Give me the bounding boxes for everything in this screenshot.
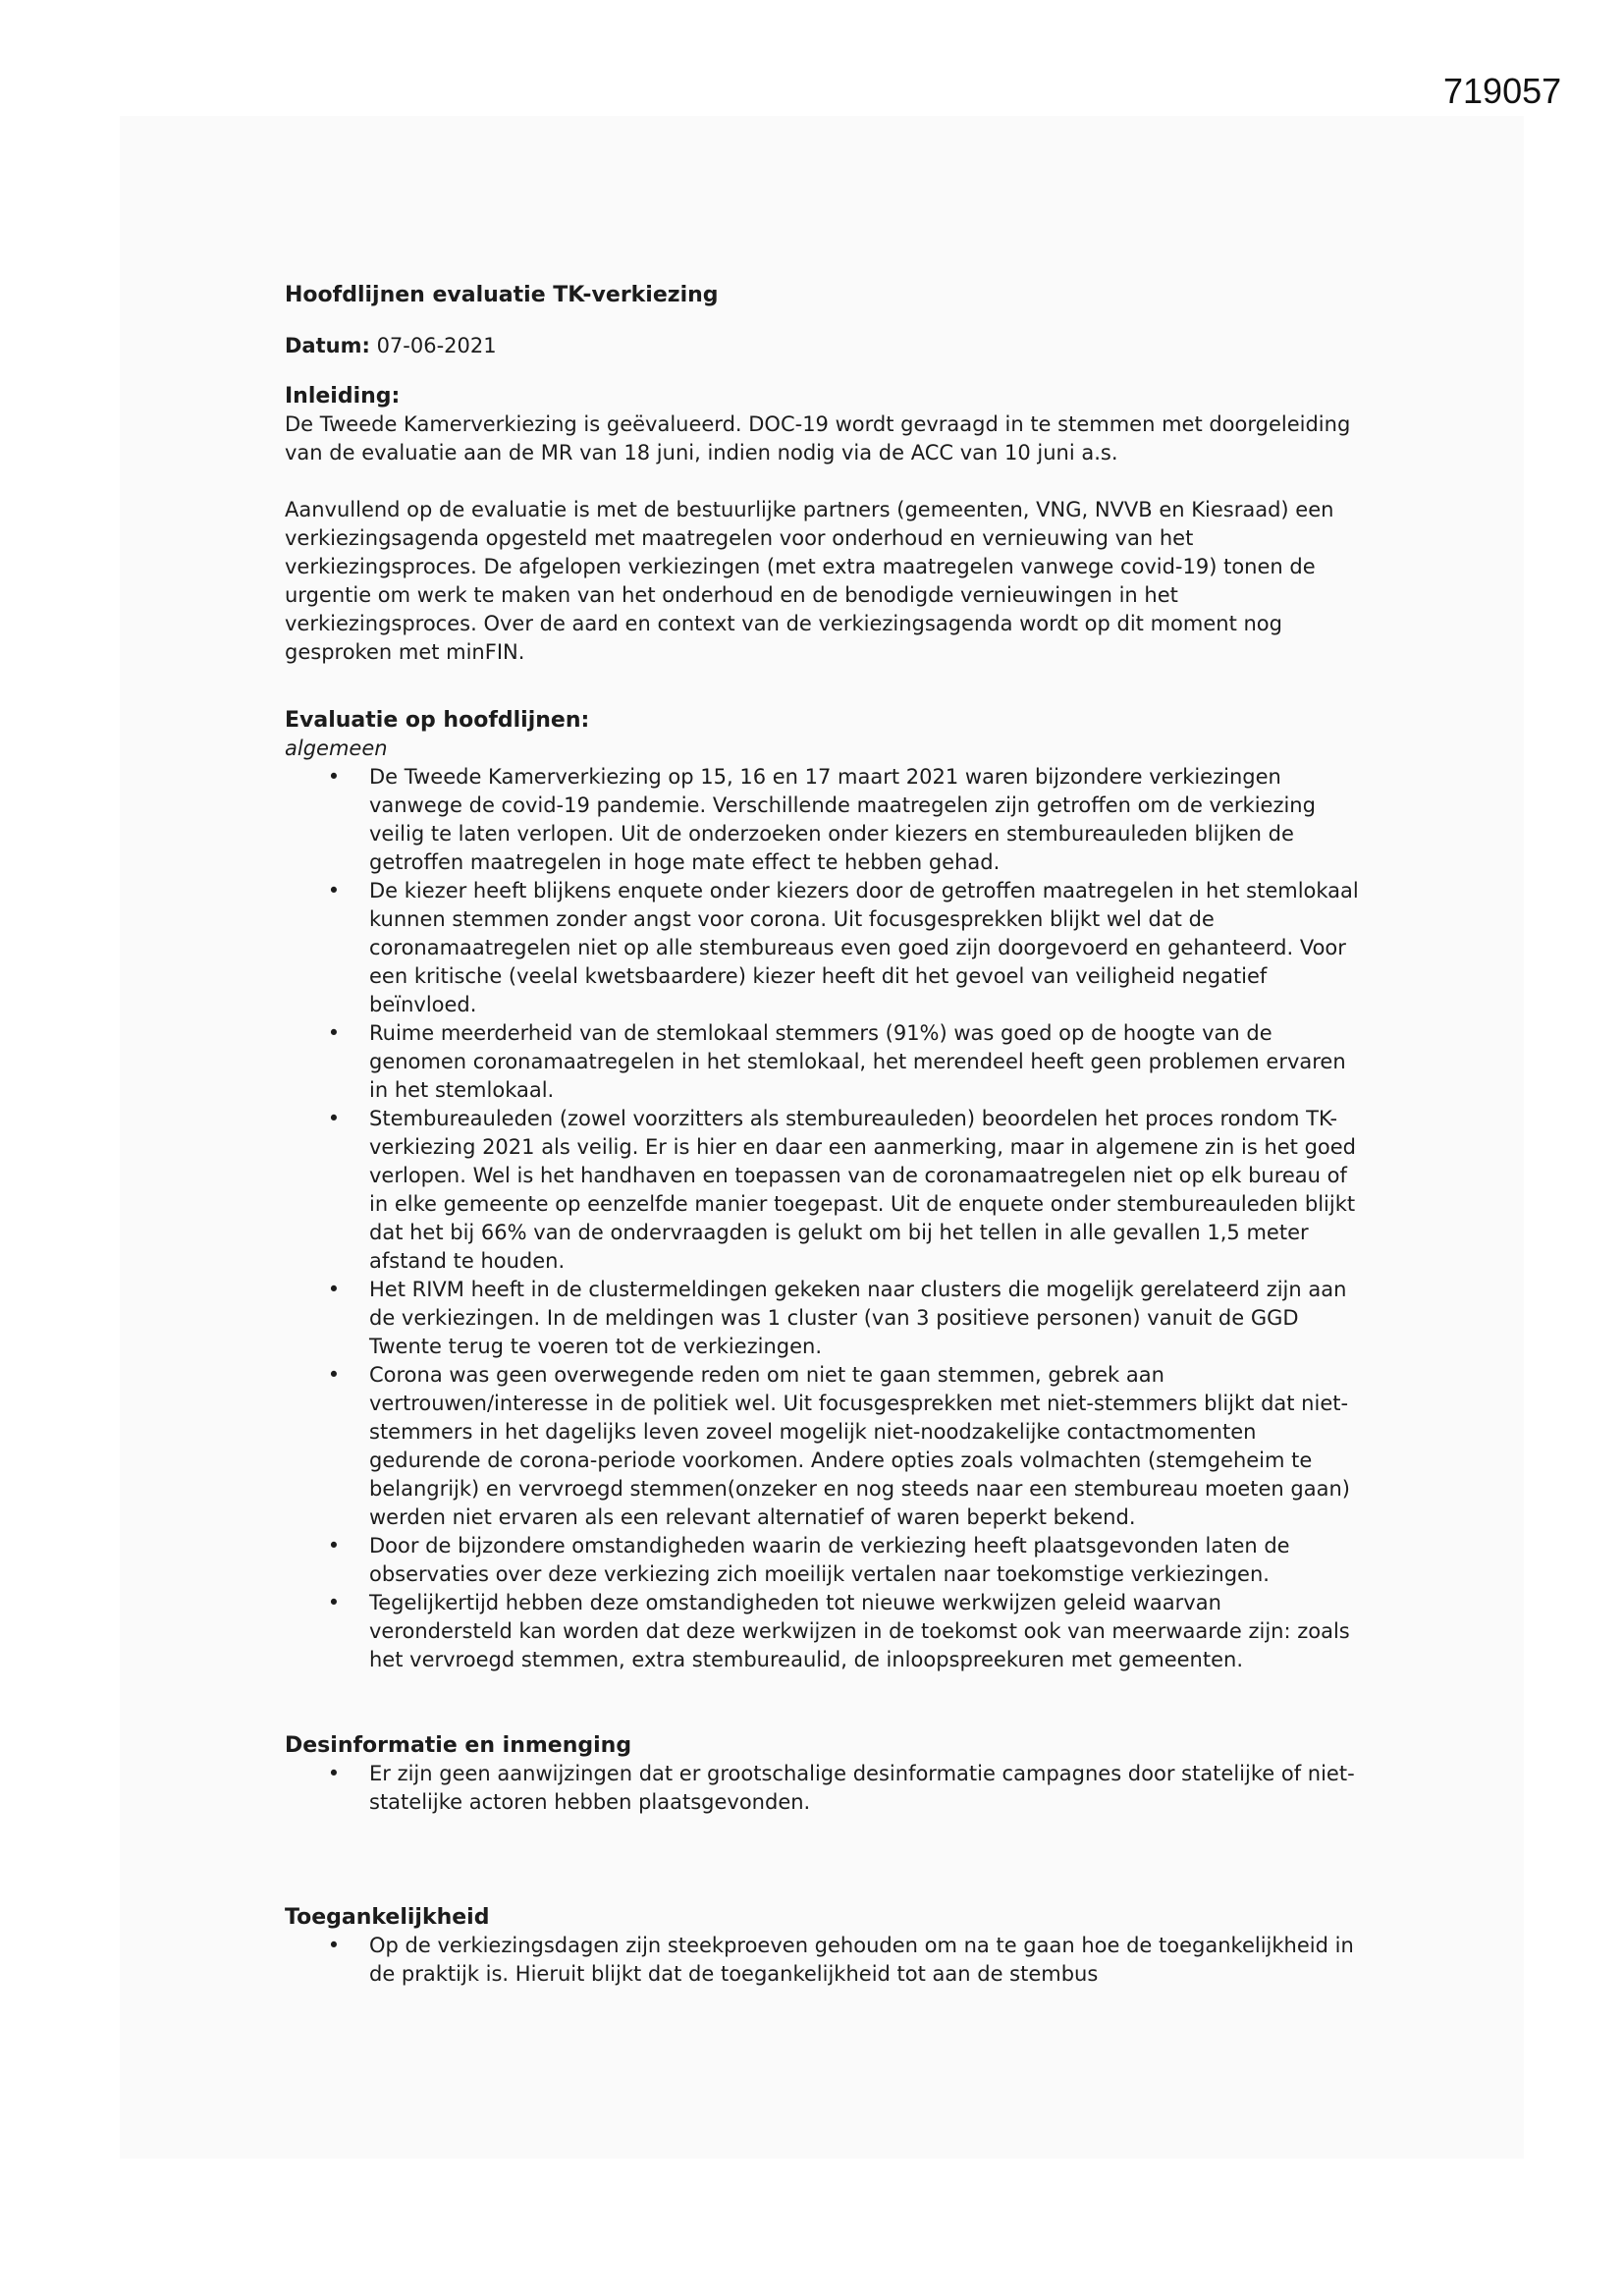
bullet-icon: •: [327, 1021, 341, 1045]
document-body: [285, 281, 1365, 1989]
bullet-icon: •: [327, 765, 341, 789]
bullet-icon: •: [327, 1591, 341, 1614]
accessibility-section: [285, 1903, 1365, 1989]
list-item: [327, 877, 1365, 1019]
bullet-icon: •: [327, 1934, 341, 1957]
list-item-text: De Tweede Kamerverkiezing op 15, 16 en 17 maart 2021 waren bijzondere verkiezingen vanwege de covid-19 pandemie. Verschillende maatregelen zijn getroffen om de verkiezing veilig te laten verlopen. Uit de onderzoeken onder kiezers en stembureauleden blijken de getroffen maatregelen in hoge mate effect te hebben gehad.: [369, 765, 1316, 874]
intro-paragraph-2: Aanvullend op de evaluatie is met de bestuurlijke partners (gemeenten, VNG, NVVB en Kiesraad) een verkiezingsagenda opgesteld met maatregelen voor onderhoud en vernieuwing van het verkiezingsproces. De afgelopen verkiezingen (met extra maatregelen vanwege covid-19) tonen de urgentie om werk te maken van het onderhoud en de benodigde vernieuwingen in het verkiezingsproces. Over de aard en context van de verkiezingsagenda wordt op dit moment nog gesproken met minFIN.: [285, 498, 1334, 664]
document-title: Hoofdlijnen evaluatie TK-verkiezing: [285, 283, 719, 307]
intro-section: [285, 382, 1365, 667]
evaluation-list: [285, 763, 1365, 1674]
disinformation-section: [285, 1731, 1365, 1817]
list-item: [327, 1932, 1365, 1989]
list-item-text: Het RIVM heeft in de clustermeldingen gekeken naar clusters die mogelijk gerelateerd zijn aan de verkiezingen. In de meldingen was 1 cluster (van 3 positieve personen) vanuit de GGD Twente terug te voeren tot de verkiezingen.: [369, 1278, 1347, 1358]
list-item-text: De kiezer heeft blijkens enquete onder kiezers door de getroffen maatregelen in het stemlokaal kunnen stemmen zonder angst voor corona. Uit focusgesprekken blijkt wel dat de coronamaatregelen niet op alle stembureaus even goed zijn doorgevoerd en gehanteerd. Voor een kritische (veelal kwetsbaardere) kiezer heeft dit het gevoel van veiligheid negatief beïnvloed.: [369, 879, 1359, 1016]
evaluation-heading: Evaluatie op hoofdlijnen:: [285, 708, 590, 733]
document-number: 719057: [1443, 71, 1562, 111]
disinformation-list: [285, 1760, 1365, 1817]
intro-paragraph-1: De Tweede Kamerverkiezing is geëvalueerd. DOC-19 wordt gevraagd in te stemmen met doorgeleiding van de evaluatie aan de MR van 18 juni, indien nodig via de ACC van 10 juni a.s.: [285, 412, 1351, 465]
list-item-text: Op de verkiezingsdagen zijn steekproeven gehouden om na te gaan hoe de toegankelijkheid in de praktijk is. Hieruit blijkt dat de toegankelijkheid tot aan de stembus: [369, 1934, 1354, 1986]
list-item: [327, 1361, 1365, 1532]
list-item: [327, 1105, 1365, 1276]
bullet-icon: •: [327, 1534, 341, 1558]
bullet-icon: •: [327, 1363, 341, 1387]
disinformation-heading: Desinformatie en inmenging: [285, 1733, 632, 1758]
list-item: [327, 763, 1365, 877]
list-item-text: Door de bijzondere omstandigheden waarin de verkiezing heeft plaatsgevonden laten de observaties over deze verkiezing zich moeilijk vertalen naar toekomstige verkiezingen.: [369, 1534, 1290, 1586]
bullet-icon: •: [327, 1278, 341, 1301]
list-item: [327, 1276, 1365, 1361]
list-item-text: Ruime meerderheid van de stemlokaal stemmers (91%) was goed op de hoogte van de genomen coronamaatregelen in het stemlokaal, het merendeel heeft geen problemen ervaren in het stemlokaal.: [369, 1021, 1346, 1102]
date-label: Datum:: [285, 334, 370, 357]
evaluation-subheading: algemeen: [285, 737, 388, 760]
list-item-text: Er zijn geen aanwijzingen dat er grootschalige desinformatie campagnes door statelijke of niet-statelijke actoren hebben plaatsgevonden.: [369, 1762, 1355, 1814]
bullet-icon: •: [327, 1107, 341, 1130]
bullet-icon: •: [327, 1762, 341, 1785]
accessibility-heading: Toegankelijkheid: [285, 1905, 490, 1930]
list-item-text: Corona was geen overwegende reden om niet te gaan stemmen, gebrek aan vertrouwen/interesse in de politiek wel. Uit focusgesprekken met niet-stemmers blijkt dat niet-stemmers in het dagelijks leven zoveel mogelijk niet-noodzakelijke contactmomenten gedurende de corona-periode voorkomen. Andere opties zoals volmachten (stemgeheim te belangrijk) en vervroegd stemmen(onzeker en nog steeds naar een stembureau moeten gaan) werden niet ervaren als een relevant alternatief of waren beperkt bekend.: [369, 1363, 1350, 1529]
bullet-icon: •: [327, 879, 341, 902]
list-item: [327, 1589, 1365, 1674]
list-item-text: Stembureauleden (zowel voorzitters als stembureauleden) beoordelen het proces rondom TK-verkiezing 2021 als veilig. Er is hier en daar een aanmerking, maar in algemene zin is het goed verlopen. Wel is het handhaven en toepassen van de coronamaatregelen niet op elk bureau of in elke gemeente op eenzelfde manier toegepast. Uit de enquete onder stembureauleden blijkt dat het bij 66% van de ondervraagden is gelukt om bij het tellen in alle gevallen 1,5 meter afstand te houden.: [369, 1107, 1357, 1273]
evaluation-section: [285, 706, 1365, 1674]
list-item-text: Tegelijkertijd hebben deze omstandigheden tot nieuwe werkwijzen geleid waarvan verondersteld kan worden dat deze werkwijzen in de toekomst ook van meerwaarde zijn: zoals het vervroegd stemmen, extra stembureaulid, de inloopspreekuren met gemeenten.: [369, 1591, 1350, 1671]
intro-heading: Inleiding:: [285, 384, 401, 409]
date-value: 07-06-2021: [376, 334, 497, 357]
accessibility-list: [285, 1932, 1365, 1989]
list-item: [327, 1019, 1365, 1105]
date-line: [285, 332, 1365, 360]
list-item: [327, 1760, 1365, 1817]
list-item: [327, 1532, 1365, 1589]
